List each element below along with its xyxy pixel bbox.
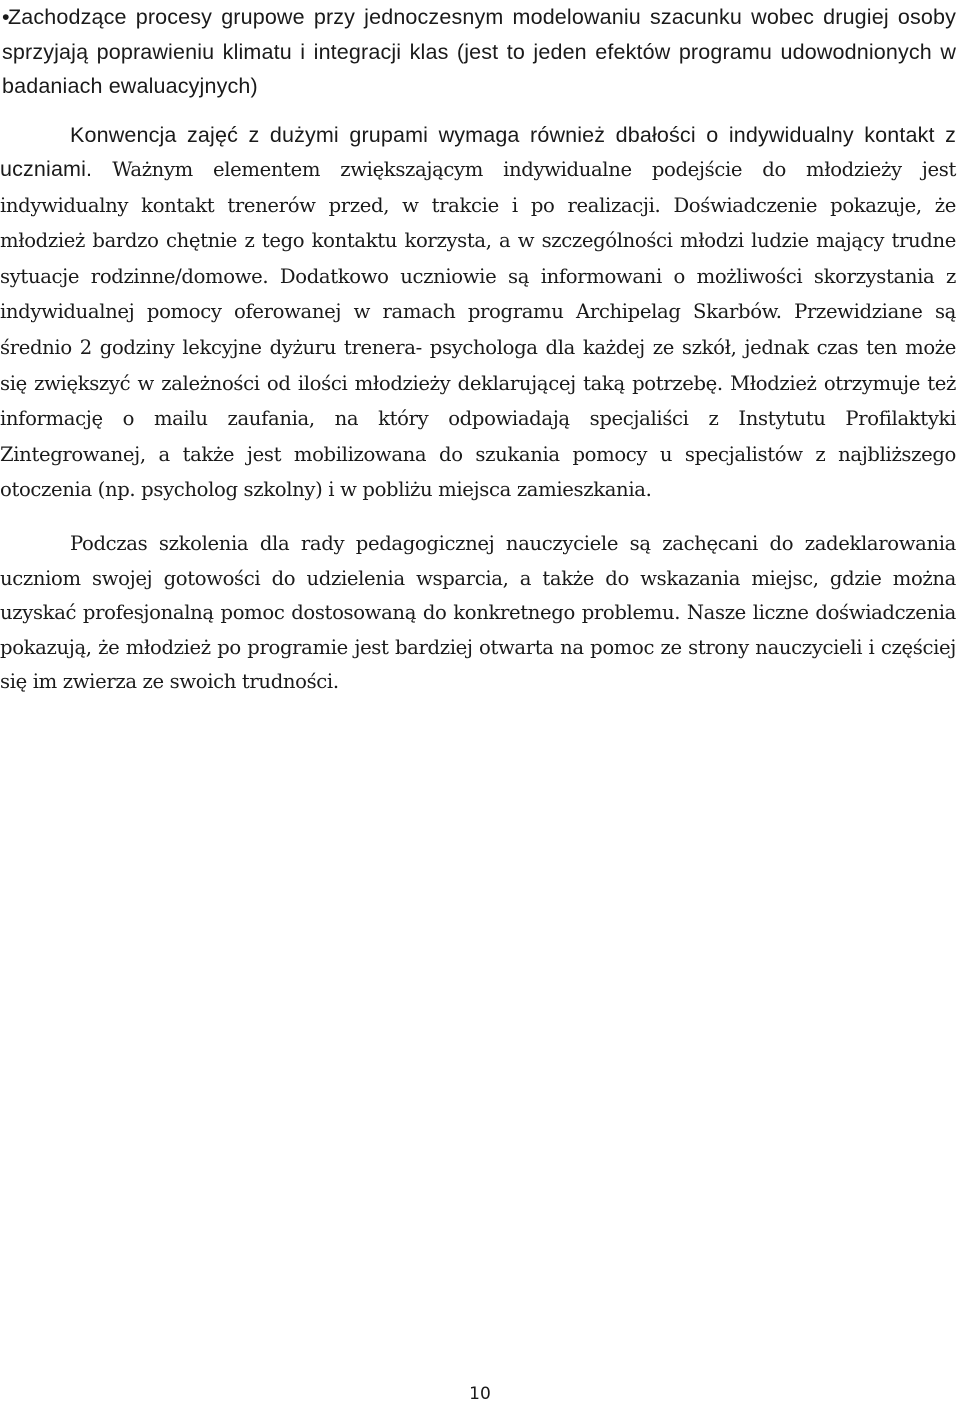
paragraph-teacher-training: Podczas szkolenia dla rady pedagogicznej nauczyciele są zachęcani do zadeklarowania uczniom swojej gotowości do udzielenia wsparcia, a także do wskazania miejsc, gdzie można uzyskać profesjonalną pomoc dostosowaną do konkretnego problemu. Nasze liczne doświadczenia pokazują, że młodzież po programie jest bardziej otwarta na pomoc ze strony nauczycieli i częściej się im zwierza ze swoich trudności. [0,532,956,694]
paragraph-bullet-group-processes [0,0,956,104]
bullet-icon: • [2,5,10,29]
paragraph-2-body-text: Ważnym elementem zwiększającym indywidualne podejście do młodzieży jest indywidualny kontakt trenerów przed, w trakcie i po realizacji. Doświadczenie pokazuje, że młodzież bardzo chętnie z tego kontaktu korzysta, a w szczególności młodzi ludzie mający trudne sytuacje rodzinne/domowe. Dodatkowo uczniowie są informowani o możliwości skorzystania z indywidualnej pomocy oferowanej w ramach programu Archipelag Skarbów. Przewidziane są średnio 2 godziny lekcyjne dyżuru trenera- psychologa dla każdej ze szkół, jednak czas ten może się zwiększyć w zależności od ilości młodzieży deklarującej taką potrzebę. Młodzież otrzymuje też informację o mailu zaufania, na który odpowiadają specjaliści z Instytutu Profilaktyki Zintegrowanej, a także jest mobilizowana do szukania pomocy u specjalistów z najbliższego otoczenia (np. psycholog szkolny) i w pobliżu miejsca zamieszkania. [0,158,956,502]
page-number: 10 [469,1384,491,1404]
paragraph-1-text: Zachodzące procesy grupowe przy jednoczesnym modelowaniu szacunku wobec drugiej osoby sprzyjają poprawieniu klimatu i integracji klas (jest to jeden efektów programu udowodnionych w badaniach ewaluacyjnych) [2,5,956,98]
paragraph-2-lead-text: Konwencja zajęć z dużymi grupami wymaga również dbałości o indywidualny kontakt z uczniami. [0,122,956,182]
paragraph-individual-contact [0,118,956,509]
document-page [0,0,956,700]
